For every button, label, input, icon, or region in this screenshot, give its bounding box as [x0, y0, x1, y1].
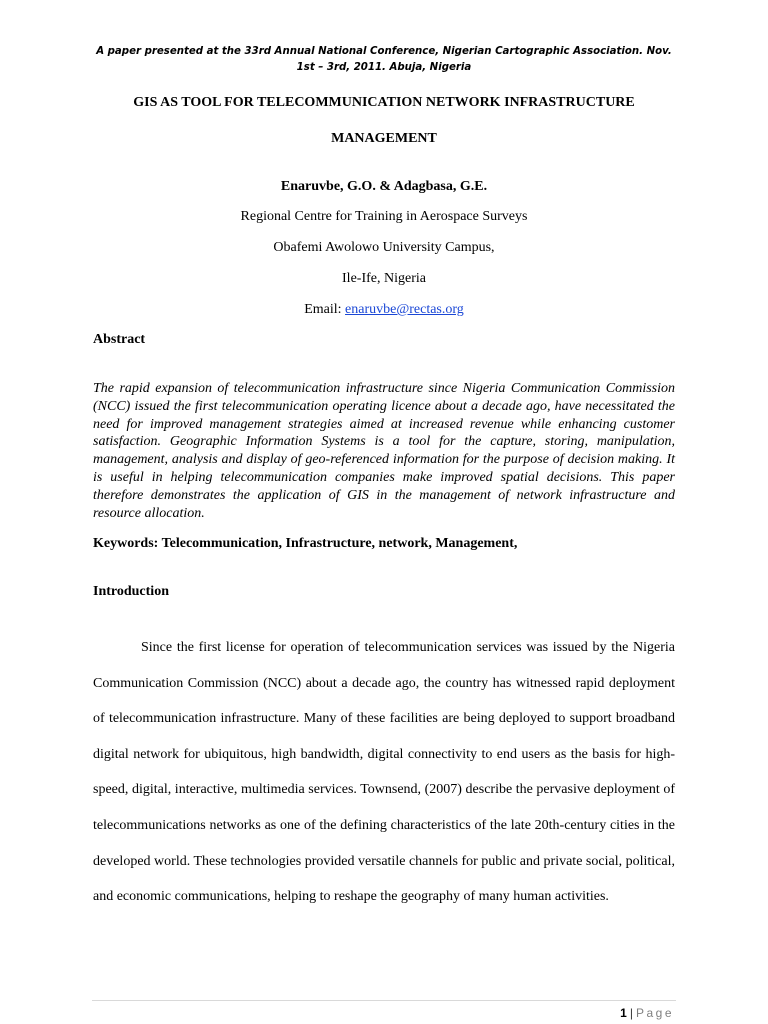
- affiliation-line-3: Ile-Ife, Nigeria: [342, 271, 426, 286]
- affiliation-line-2: Obafemi Awolowo University Campus,: [273, 240, 495, 255]
- introduction-text: Since the first license for operation of telecommunication services was issued by the Nigeria Communication Commission (NCC) about a decade ago, the country has witnessed rapid deployment of telecommunication infrastructure. Many of these facilities are being deployed to support broadband digital network for ubiquitous, high bandwidth, digital connectivity to end users as the basis for high-speed, digital, interactive, multimedia services. Townsend, (2007) describe the pervasive deployment of telecommunications networks as one of the defining characteristics of the late 20th-century cities in the developed world. These technologies provided versatile channels for public and private social, political, and economic communications, helping to reshape the geography of many human activities.: [93, 640, 675, 905]
- affiliation-line-1: Regional Centre for Training in Aerospace Surveys: [240, 209, 528, 224]
- conference-note: A paper presented at the 33rd Annual National Conference, Nigerian Cartographic Association. Nov. 1st – 3rd, 2011. Abuja, Nigeria: [96, 46, 672, 73]
- paper-title-line-2: MANAGEMENT: [331, 131, 437, 146]
- page-footer: [620, 1005, 674, 1021]
- email-link[interactable]: enaruvbe@rectas.org: [345, 302, 464, 317]
- introduction-heading: Introduction: [93, 584, 169, 599]
- abstract-heading: Abstract: [93, 332, 146, 347]
- keywords-line: Keywords: Telecommunication, Infrastructure, network, Management,: [93, 536, 518, 551]
- authors: Enaruvbe, G.O. & Adagbasa, G.E.: [280, 179, 488, 194]
- page-number: 1: [620, 1006, 627, 1020]
- page-label: Page: [635, 1006, 674, 1020]
- email-label: Email:: [304, 302, 346, 317]
- paper-title-line-1: GIS AS TOOL FOR TELECOMMUNICATION NETWORK INFRASTRUCTURE: [133, 95, 635, 110]
- page-separator: |: [629, 1006, 633, 1020]
- email-line: [92, 301, 676, 319]
- footer-divider: [92, 1000, 676, 1001]
- abstract-text: The rapid expansion of telecommunication infrastructure since Nigeria Communication Commission (NCC) issued the first telecommunication operating licence about a decade ago, have necessitated the need for improved management strategies aimed at increased revenue while enhancing customer satisfaction. Geographic Information Systems is a tool for the capture, storing, manipulation, management, analysis and display of geo-referenced information for the purpose of decision making. It is useful in helping telecommunication companies make improved spatial decisions. This paper therefore demonstrates the application of GIS in the management of network infrastructure and resource allocation.: [93, 381, 675, 521]
